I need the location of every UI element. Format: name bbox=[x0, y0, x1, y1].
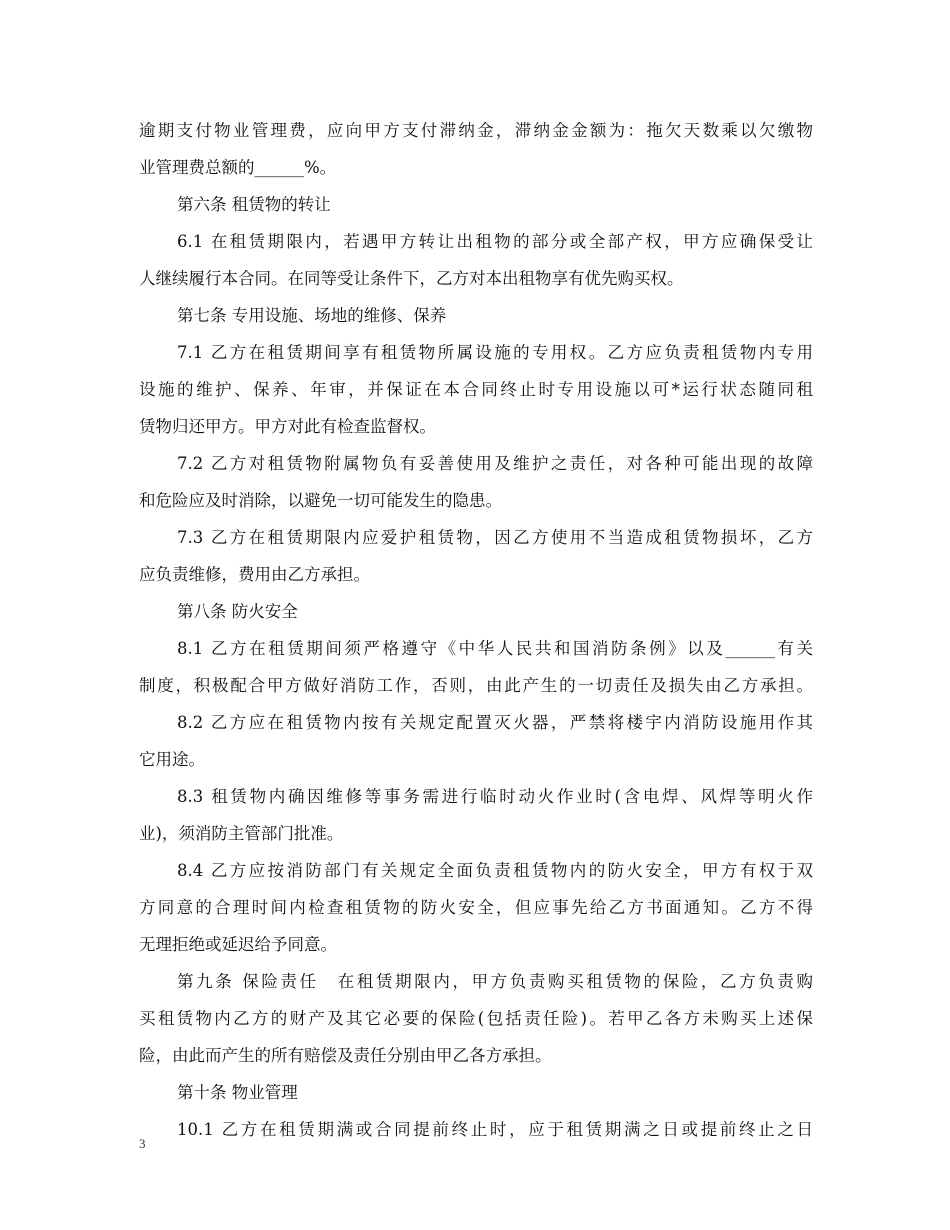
text-line: 设施的维护、保养、年审，并保证在本合同终止时专用设施以可*运行状态随同租 bbox=[139, 380, 813, 399]
text-line: 6.1 在租赁期限内，若遇甲方转让出租物的部分或全部产权，甲方应确保受让 bbox=[177, 232, 813, 251]
text-line: 8.1 乙方在租赁期间须严格遵守《中华人民共和国消防条例》以及______有关 bbox=[177, 639, 813, 658]
text-line: 7.3 乙方在租赁期限内应爱护租赁物，因乙方使用不当造成租赁物损坏，乙方 bbox=[177, 528, 813, 547]
text-line: 险，由此而产生的所有赔偿及责任分别由甲乙各方承担。 bbox=[139, 1046, 552, 1065]
text-line: 人继续履行本合同。在同等受让条件下，乙方对本出租物享有优先购买权。 bbox=[139, 269, 684, 288]
document-page bbox=[139, 112, 813, 1148]
text-line: 10.1 乙方在租赁期满或合同提前终止时，应于租赁期满之日或提前终止之日 bbox=[177, 1120, 813, 1139]
text-line: 赁物归还甲方。甲方对此有检查监督权。 bbox=[139, 417, 436, 436]
article-heading: 第七条 专用设施、场地的维修、保养 bbox=[177, 306, 447, 325]
text-line: 8.4 乙方应按消防部门有关规定全面负责租赁物内的防火安全，甲方有权于双 bbox=[177, 861, 813, 880]
text-line: 应负责维修，费用由乙方承担。 bbox=[139, 565, 370, 584]
article-heading: 第十条 物业管理 bbox=[177, 1083, 298, 1102]
text-line: 制度，积极配合甲方做好消防工作，否则，由此产生的一切责任及损失由乙方承担。 bbox=[139, 676, 813, 695]
text-line: 和危险应及时消除，以避免一切可能发生的隐患。 bbox=[139, 491, 502, 510]
text-line: 买租赁物内乙方的财产及其它必要的保险(包括责任险)。若甲乙各方未购买上述保 bbox=[139, 1009, 813, 1028]
text-line: 逾期支付物业管理费，应向甲方支付滞纳金，滞纳金金额为：拖欠天数乘以欠缴物 bbox=[139, 121, 813, 140]
text-line: 业管理费总额的______%。 bbox=[139, 158, 337, 177]
text-line: 7.1 乙方在租赁期间享有租赁物所属设施的专用权。乙方应负责租赁物内专用 bbox=[177, 343, 813, 362]
text-line: 无理拒绝或延迟给予同意。 bbox=[139, 935, 337, 954]
text-line: 它用途。 bbox=[139, 750, 205, 769]
article-heading: 第八条 防火安全 bbox=[177, 602, 298, 621]
text-line: 8.3 租赁物内确因维修等事务需进行临时动火作业时(含电焊、风焊等明火作 bbox=[177, 787, 813, 806]
article-heading: 第六条 租赁物的转让 bbox=[177, 195, 331, 214]
text-line: 方同意的合理时间内检查租赁物的防火安全，但应事先给乙方书面通知。乙方不得 bbox=[139, 898, 813, 917]
text-line: 7.2 乙方对租赁物附属物负有妥善使用及维护之责任，对各种可能出现的故障 bbox=[177, 454, 813, 473]
article-heading: 第九条 保险责任 在租赁期限内，甲方负责购买租赁物的保险，乙方负责购 bbox=[177, 972, 813, 991]
text-line: 8.2 乙方应在租赁物内按有关规定配置灭火器，严禁将楼宇内消防设施用作其 bbox=[177, 713, 813, 732]
text-line: 业)，须消防主管部门批准。 bbox=[139, 824, 344, 843]
page-number: 3 bbox=[139, 1136, 146, 1151]
